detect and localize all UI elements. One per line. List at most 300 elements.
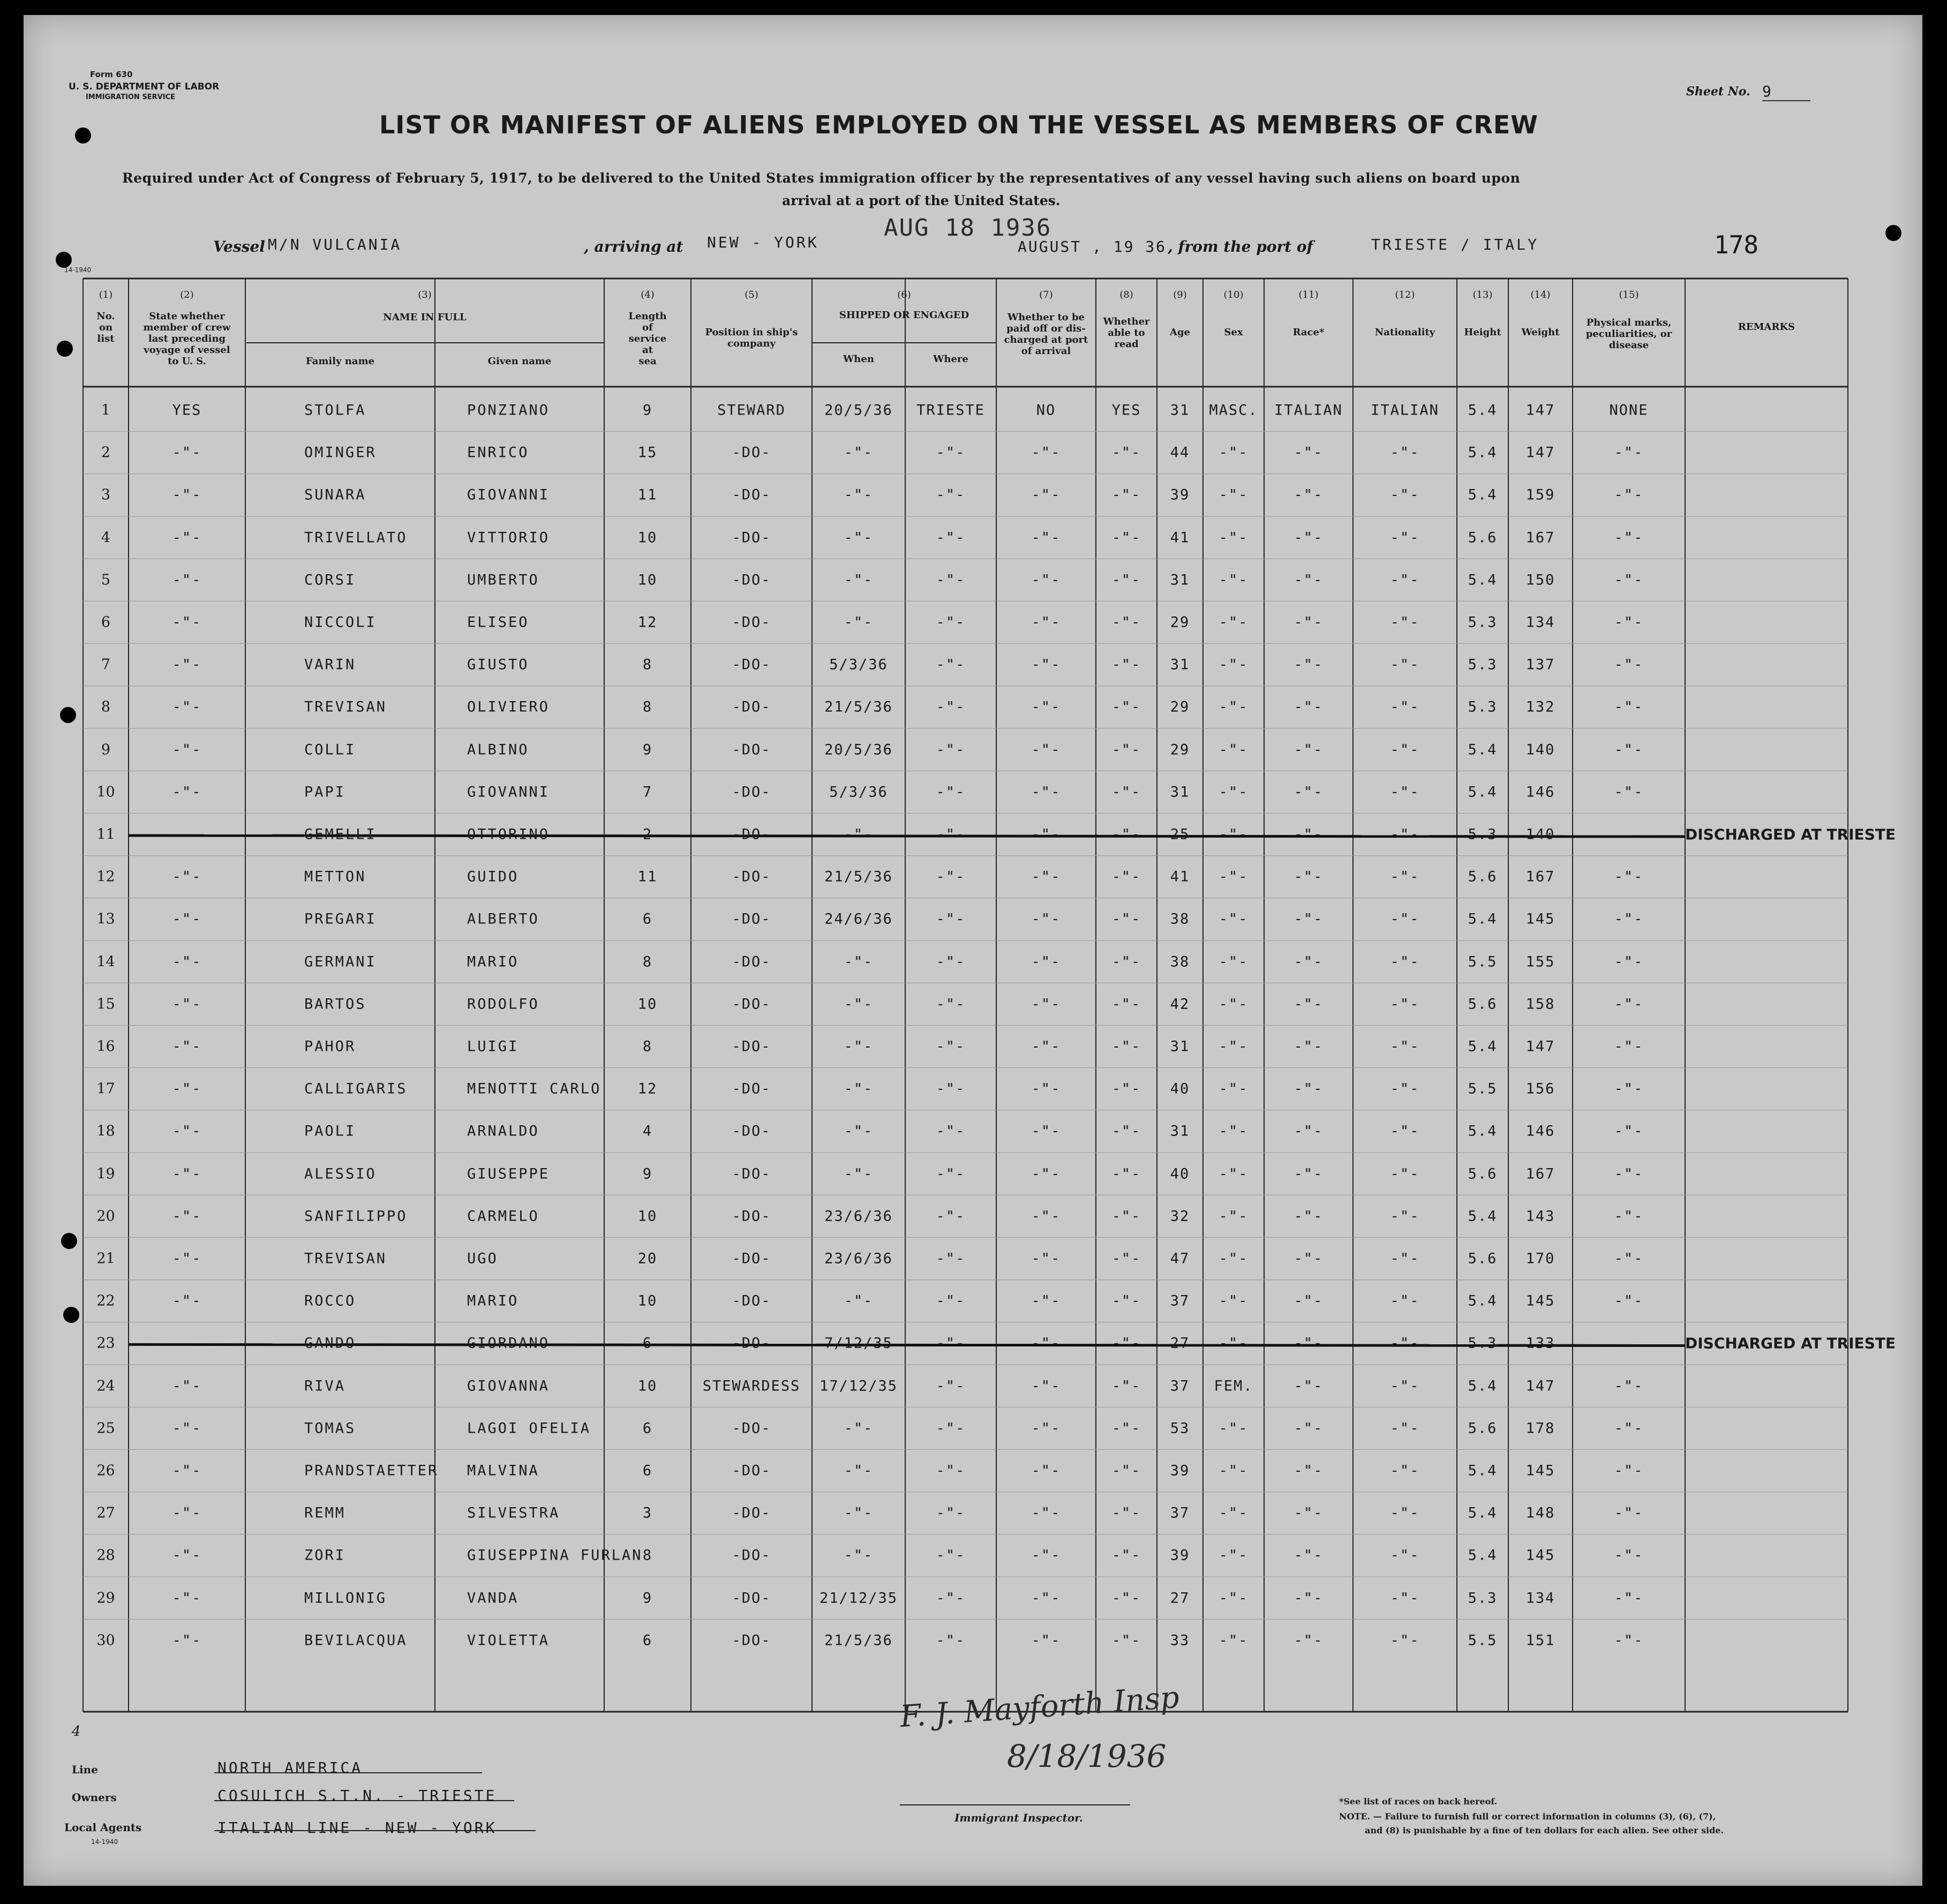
cell-height: 5.6 [1468, 868, 1498, 885]
cell-position: -DO- [732, 1420, 771, 1437]
cell-where: -"- [936, 1335, 966, 1352]
cell-marks: -"- [1614, 1504, 1644, 1522]
cell-marks: -"- [1614, 1123, 1644, 1140]
cell-given: ARNALDO [467, 1123, 539, 1140]
cell-read: -"- [1111, 1632, 1141, 1649]
cell-weight: 178 [1525, 1420, 1555, 1437]
cell-sex: -"- [1219, 1547, 1249, 1564]
cell-no: 23 [96, 1335, 115, 1352]
cell-position: -DO- [732, 1632, 771, 1649]
cell-prev: -"- [172, 1250, 202, 1267]
cell-no: 27 [96, 1504, 115, 1522]
cell-position: -DO- [732, 1250, 771, 1267]
cell-weight: 150 [1525, 571, 1555, 589]
cell-no: 13 [96, 910, 115, 928]
column-header-c14: Weight [1521, 327, 1560, 338]
cell-given: UGO [467, 1250, 498, 1267]
cell-weight: 134 [1525, 1590, 1555, 1607]
cell-weight: 148 [1525, 1504, 1555, 1522]
cell-age: 40 [1170, 1080, 1190, 1097]
cell-given: VIOLETTA [467, 1632, 550, 1649]
cell-race: -"- [1294, 529, 1324, 546]
cell-marks: -"- [1614, 486, 1644, 503]
cell-nat: -"- [1390, 1462, 1420, 1479]
cell-when: -"- [844, 444, 874, 461]
cell-where: -"- [936, 1250, 966, 1267]
cell-where: -"- [936, 1504, 966, 1522]
cell-when: -"- [844, 486, 874, 503]
cell-service: 6 [642, 1632, 653, 1649]
cell-service: 10 [637, 571, 658, 589]
cell-age: 42 [1170, 996, 1190, 1013]
cell-weight: 137 [1525, 656, 1555, 673]
cell-position: -DO- [732, 486, 771, 503]
cell-family: OMINGER [304, 444, 377, 461]
cell-family: CALLIGARIS [304, 1080, 408, 1097]
cell-read: -"- [1111, 868, 1141, 885]
cell-when: 20/5/36 [824, 741, 893, 758]
cell-paid: -"- [1031, 1208, 1061, 1225]
cell-sex: -"- [1219, 1165, 1249, 1183]
cell-marks: -"- [1614, 1038, 1644, 1055]
cell-height: 5.4 [1468, 1547, 1498, 1564]
cell-service: 8 [642, 953, 653, 970]
cell-paid: -"- [1031, 444, 1061, 461]
cell-paid: -"- [1031, 1632, 1061, 1649]
cell-race: -"- [1294, 1208, 1324, 1225]
cell-service: 10 [637, 1292, 658, 1310]
cell-height: 5.4 [1468, 402, 1498, 419]
cell-race: -"- [1294, 1547, 1324, 1564]
cell-position: -DO- [732, 1335, 771, 1352]
cell-marks: -"- [1614, 1632, 1644, 1649]
cell-race: -"- [1294, 1080, 1324, 1097]
cell-marks: -"- [1614, 1292, 1644, 1310]
cell-read: -"- [1111, 1292, 1141, 1310]
cell-prev: -"- [172, 784, 202, 801]
cell-when: -"- [844, 571, 874, 589]
cell-sex: -"- [1219, 784, 1249, 801]
subtitle-line-1: Required under Act of Congress of February 5, 1917, to be delivered to the United States immigration officer by the representatives of any vessel having such aliens on board upon [122, 170, 1521, 186]
cell-family: COLLI [304, 741, 356, 758]
cell-paid: -"- [1031, 1165, 1061, 1183]
cell-age: 37 [1170, 1378, 1190, 1395]
cell-nat: -"- [1390, 698, 1420, 716]
cell-height: 5.5 [1468, 1632, 1498, 1649]
cell-no: 16 [96, 1038, 115, 1055]
cell-weight: 145 [1525, 910, 1555, 928]
column-number: (5) [745, 289, 758, 300]
cell-nat: -"- [1390, 529, 1420, 546]
cell-prev: -"- [172, 614, 202, 631]
cell-prev: -"- [172, 1165, 202, 1183]
arriving-label: , arriving at [584, 238, 683, 255]
cell-given: VITTORIO [467, 529, 550, 546]
cell-paid: -"- [1031, 741, 1061, 758]
cell-family: PAPI [304, 784, 346, 801]
cell-age: 39 [1170, 1547, 1190, 1564]
column-header-c3: NAME IN FULL [383, 312, 467, 323]
column-number: (14) [1530, 289, 1551, 300]
cell-position: -DO- [732, 1165, 771, 1183]
cell-no: 19 [96, 1165, 115, 1183]
cell-remarks: DISCHARGED AT TRIESTE [1685, 1334, 1896, 1352]
cell-no: 5 [101, 571, 111, 589]
cell-given: GIUSEPPE [467, 1165, 550, 1183]
cell-service: 8 [642, 1038, 653, 1055]
cell-weight: 146 [1525, 784, 1555, 801]
cell-age: 31 [1170, 1038, 1190, 1055]
cell-read: -"- [1111, 784, 1141, 801]
owners-label: Owners [72, 1791, 117, 1804]
cell-marks: -"- [1614, 614, 1644, 631]
cell-service: 10 [637, 1208, 658, 1225]
cell-no: 15 [96, 996, 115, 1013]
cell-nat: -"- [1390, 1378, 1420, 1395]
column-header-c10: Sex [1224, 327, 1243, 338]
cell-paid: -"- [1031, 656, 1061, 673]
cell-nat: -"- [1390, 1123, 1420, 1140]
cell-prev: -"- [172, 1080, 202, 1097]
cell-where: -"- [936, 953, 966, 970]
cell-paid: -"- [1031, 1250, 1061, 1267]
cell-marks: -"- [1614, 868, 1644, 885]
cell-prev: YES [172, 402, 202, 419]
cell-weight: 159 [1525, 486, 1555, 503]
cell-prev: -"- [172, 1378, 202, 1395]
cell-no: 2 [101, 444, 111, 461]
cell-paid: -"- [1031, 1462, 1061, 1479]
cell-race: -"- [1294, 614, 1324, 631]
cell-prev: -"- [172, 1590, 202, 1607]
cell-family: BEVILACQUA [304, 1632, 408, 1649]
cell-service: 9 [642, 741, 653, 758]
cell-age: 31 [1170, 784, 1190, 801]
cell-weight: 143 [1525, 1208, 1555, 1225]
cell-age: 38 [1170, 910, 1190, 928]
cell-read: -"- [1111, 1335, 1141, 1352]
cell-sex: -"- [1219, 996, 1249, 1013]
cell-prev: -"- [172, 1038, 202, 1055]
cell-marks: -"- [1614, 1378, 1644, 1395]
cell-read: -"- [1111, 1250, 1141, 1267]
cell-service: 4 [642, 1123, 653, 1140]
cell-given: ALBINO [467, 741, 529, 758]
cell-nat: -"- [1390, 826, 1420, 843]
cell-family: SUNARA [304, 486, 366, 503]
cell-age: 31 [1170, 656, 1190, 673]
sheet-number: 9 [1762, 82, 1810, 101]
cell-when: -"- [844, 1547, 874, 1564]
cell-where: -"- [936, 698, 966, 716]
cell-family: METTON [304, 868, 366, 885]
cell-given: ENRICO [467, 444, 529, 461]
cell-given: UMBERTO [467, 571, 539, 589]
cell-paid: -"- [1031, 698, 1061, 716]
cell-no: 26 [96, 1462, 115, 1479]
cell-family: PAOLI [304, 1123, 356, 1140]
cell-no: 14 [96, 953, 115, 970]
cell-height: 5.6 [1468, 996, 1498, 1013]
column-header-c1: No. on list [96, 311, 115, 344]
cell-family: PREGARI [304, 910, 377, 928]
cell-family: MILLONIG [304, 1590, 387, 1607]
cell-family: TOMAS [304, 1420, 356, 1437]
cell-service: 2 [642, 826, 653, 843]
cell-when: 7/12/35 [824, 1335, 893, 1352]
cell-position: -DO- [732, 1547, 771, 1564]
cell-family: REMM [304, 1504, 346, 1522]
cell-service: 12 [637, 614, 658, 631]
cell-sex: -"- [1219, 1462, 1249, 1479]
cell-weight: 167 [1525, 868, 1555, 885]
cell-service: 8 [642, 698, 653, 716]
cell-family: GERMANI [304, 953, 377, 970]
cell-service: 11 [637, 868, 658, 885]
cell-weight: 155 [1525, 953, 1555, 970]
cell-service: 6 [642, 1335, 653, 1352]
column-header-c9: Age [1169, 327, 1191, 338]
cell-marks: -"- [1614, 1420, 1644, 1437]
column-number: (9) [1173, 289, 1187, 300]
cell-where: -"- [936, 784, 966, 801]
vessel-label: Vessel [213, 238, 265, 255]
cell-family: ALESSIO [304, 1165, 377, 1183]
cell-read: -"- [1111, 1462, 1141, 1479]
cell-age: 40 [1170, 1165, 1190, 1183]
cell-height: 5.4 [1468, 1504, 1498, 1522]
cell-race: -"- [1294, 571, 1324, 589]
cell-when: 21/12/35 [819, 1590, 898, 1607]
cell-weight: 147 [1525, 1038, 1555, 1055]
cell-when: -"- [844, 1080, 874, 1097]
cell-service: 8 [642, 1547, 653, 1564]
cell-race: -"- [1294, 996, 1324, 1013]
strike-through [129, 1344, 1685, 1345]
cell-age: 32 [1170, 1208, 1190, 1225]
service: IMMIGRATION SERVICE [86, 93, 176, 101]
manifest-title: LIST OR MANIFEST OF ALIENS EMPLOYED ON THE VESSEL AS MEMBERS OF CREW [379, 110, 1539, 139]
cell-no: 25 [96, 1420, 115, 1437]
cell-read: -"- [1111, 1038, 1141, 1055]
cell-prev: -"- [172, 1420, 202, 1437]
cell-service: 3 [642, 1504, 653, 1522]
cell-weight: 146 [1525, 1123, 1555, 1140]
cell-race: -"- [1294, 1038, 1324, 1055]
cell-age: 25 [1170, 826, 1190, 843]
cell-weight: 145 [1525, 1462, 1555, 1479]
cell-paid: -"- [1031, 953, 1061, 970]
cell-where: -"- [936, 656, 966, 673]
cell-where: -"- [936, 571, 966, 589]
cell-no: 9 [101, 741, 111, 758]
cell-position: -DO- [732, 444, 771, 461]
cell-no: 21 [96, 1250, 115, 1267]
cell-nat: -"- [1390, 1080, 1420, 1097]
cell-family: GEMELLI [304, 826, 377, 843]
cell-service: 7 [642, 784, 653, 801]
column-header-where: Where [933, 353, 968, 365]
cell-race: -"- [1294, 698, 1324, 716]
cell-position: -DO- [732, 826, 771, 843]
cell-prev: -"- [172, 1208, 202, 1225]
vessel-name: M/N VULCANIA [268, 236, 402, 253]
line-value: NORTH AMERICA [217, 1759, 363, 1777]
cell-when: 21/5/36 [824, 868, 893, 885]
cell-family: RIVA [304, 1378, 346, 1395]
arrival-port: NEW - YORK [707, 234, 819, 251]
cell-weight: 145 [1525, 1292, 1555, 1310]
cell-where: -"- [936, 1590, 966, 1607]
cell-where: -"- [936, 1462, 966, 1479]
cell-paid: -"- [1031, 910, 1061, 928]
cell-sex: -"- [1219, 910, 1249, 928]
cell-paid: -"- [1031, 1038, 1061, 1055]
cell-no: 12 [96, 868, 115, 885]
cell-when: 5/3/36 [829, 656, 888, 673]
cell-service: 9 [642, 1165, 653, 1183]
column-number: (3) [418, 289, 432, 300]
cell-family: PRANDSTAETTER [304, 1462, 439, 1479]
cell-when: 21/5/36 [824, 698, 893, 716]
cell-age: 41 [1170, 529, 1190, 546]
cell-race: -"- [1294, 444, 1324, 461]
cell-height: 5.6 [1468, 1250, 1498, 1267]
cell-when: 24/6/36 [824, 910, 893, 928]
cell-age: 44 [1170, 444, 1190, 461]
cell-sex: -"- [1219, 1292, 1249, 1310]
cell-nat: ITALIAN [1371, 402, 1439, 419]
cell-service: 10 [637, 1378, 658, 1395]
cell-service: 20 [637, 1250, 658, 1267]
cell-where: -"- [936, 1378, 966, 1395]
column-header-c6: SHIPPED OR ENGAGED [839, 310, 969, 321]
cell-given: GIUSEPPINA FURLAN [467, 1547, 643, 1564]
cell-age: 39 [1170, 486, 1190, 503]
cell-height: 5.3 [1468, 698, 1498, 716]
cell-race: -"- [1294, 656, 1324, 673]
cell-nat: -"- [1390, 868, 1420, 885]
cell-age: 37 [1170, 1504, 1190, 1522]
cell-nat: -"- [1390, 1504, 1420, 1522]
cell-service: 12 [637, 1080, 658, 1097]
column-header-c2: State whether member of crew last preceding voyage of vessel to U. S. [143, 311, 231, 367]
cell-prev: -"- [172, 1292, 202, 1310]
cell-no: 8 [101, 698, 111, 716]
cell-position: -DO- [732, 1504, 771, 1522]
cell-when: -"- [844, 1462, 874, 1479]
cell-read: -"- [1111, 826, 1141, 843]
cell-family: NICCOLI [304, 614, 377, 631]
inspector-label: Immigrant Inspector. [954, 1811, 1083, 1824]
cell-age: 47 [1170, 1250, 1190, 1267]
column-header-c15: Physical marks, peculiarities, or disease [1585, 317, 1672, 351]
cell-read: -"- [1111, 698, 1141, 716]
cell-nat: -"- [1390, 614, 1420, 631]
column-number: (7) [1039, 289, 1053, 300]
cell-given: MALVINA [467, 1462, 539, 1479]
cell-height: 5.3 [1468, 614, 1498, 631]
cell-sex: -"- [1219, 1504, 1249, 1522]
cell-read: -"- [1111, 656, 1141, 673]
cell-read: -"- [1111, 910, 1141, 928]
cell-given: PONZIANO [467, 402, 550, 419]
cell-nat: -"- [1390, 1292, 1420, 1310]
cell-when: -"- [844, 1420, 874, 1437]
cell-read: -"- [1111, 1547, 1141, 1564]
cell-no: 1 [101, 402, 111, 419]
cell-where: -"- [936, 1080, 966, 1097]
column-header-c4: Length of service at sea [628, 311, 667, 367]
cell-given: OTTORINO [467, 826, 550, 843]
cell-height: 5.3 [1468, 1590, 1498, 1607]
cell-read: -"- [1111, 1590, 1141, 1607]
cell-race: -"- [1294, 1335, 1324, 1352]
cell-age: 33 [1170, 1632, 1190, 1649]
cell-marks: -"- [1614, 910, 1644, 928]
cell-race: -"- [1294, 1420, 1324, 1437]
cell-sex: -"- [1219, 529, 1249, 546]
cell-height: 5.3 [1468, 1335, 1498, 1352]
cell-nat: -"- [1390, 571, 1420, 589]
cell-nat: -"- [1390, 953, 1420, 970]
cell-read: -"- [1111, 1420, 1141, 1437]
cell-no: 3 [101, 486, 111, 503]
cell-height: 5.5 [1468, 953, 1498, 970]
cell-service: 11 [637, 486, 658, 503]
cell-where: -"- [936, 1547, 966, 1564]
cell-marks: -"- [1614, 529, 1644, 546]
cell-where: -"- [936, 1208, 966, 1225]
cell-prev: -"- [172, 529, 202, 546]
cell-given: GIUSTO [467, 656, 529, 673]
column-number: (1) [99, 289, 113, 300]
cell-race: -"- [1294, 826, 1324, 843]
cell-age: 41 [1170, 868, 1190, 885]
cell-prev: -"- [172, 698, 202, 716]
page-number: 178 [1714, 230, 1759, 259]
cell-position: -DO- [732, 1462, 771, 1479]
cell-paid: -"- [1031, 868, 1061, 885]
cell-where: -"- [936, 529, 966, 546]
subtitle-line-2: arrival at a port of the United States. [782, 193, 1061, 208]
cell-age: 29 [1170, 614, 1190, 631]
cell-race: -"- [1294, 1165, 1324, 1183]
cell-nat: -"- [1390, 444, 1420, 461]
cell-nat: -"- [1390, 996, 1420, 1013]
stock-number: 14-1940 [64, 266, 92, 274]
cell-marks: -"- [1614, 784, 1644, 801]
cell-age: 53 [1170, 1420, 1190, 1437]
cell-given: ELISEO [467, 614, 529, 631]
cell-read: -"- [1111, 1080, 1141, 1097]
cell-position: -DO- [732, 614, 771, 631]
cell-family: BARTOS [304, 996, 366, 1013]
cell-when: -"- [844, 614, 874, 631]
cell-when: 20/5/36 [824, 402, 893, 419]
column-header-c5: Position in ship's company [705, 327, 798, 349]
cell-race: -"- [1294, 1504, 1324, 1522]
cell-family: CORSI [304, 571, 356, 589]
cell-given: SILVESTRA [467, 1504, 560, 1522]
cell-paid: -"- [1031, 1080, 1061, 1097]
cell-where: -"- [936, 444, 966, 461]
cell-position: -DO- [732, 953, 771, 970]
cell-service: 9 [642, 402, 653, 419]
cell-position: -DO- [732, 741, 771, 758]
cell-marks: -"- [1614, 444, 1644, 461]
cell-sex: -"- [1219, 1208, 1249, 1225]
